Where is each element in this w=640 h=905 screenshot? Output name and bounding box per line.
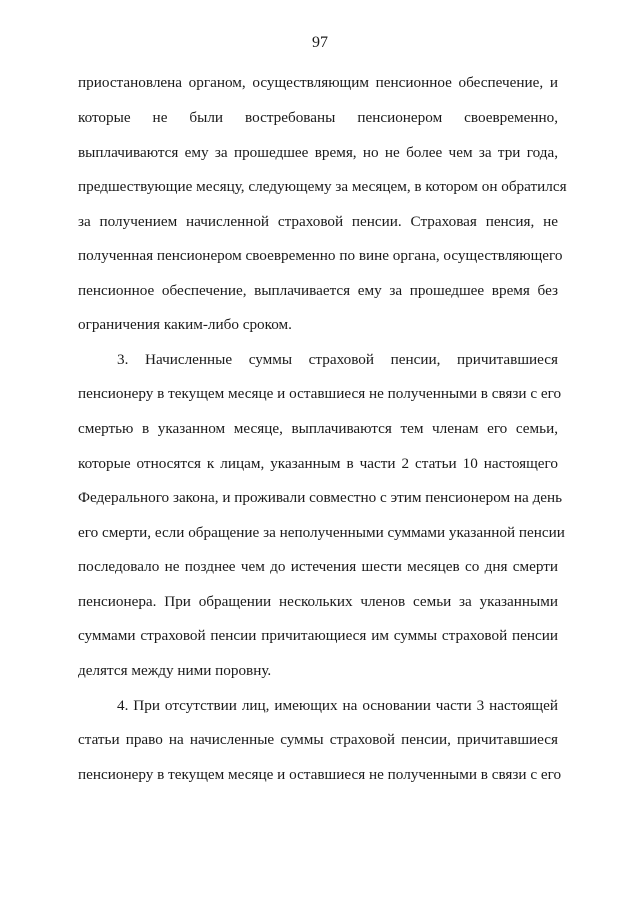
text-line: ограничения каким-либо сроком.: [78, 316, 292, 333]
text-line: пенсионеру в текущем месяце и оставшиеся не полученными в связи с его: [78, 766, 562, 783]
text-line: делятся между ними поровну.: [78, 662, 272, 679]
text-line: предшествующие месяцу, следующему за месяцем, в котором он обратился: [78, 178, 567, 195]
text-line: пенсионера. При обращении нескольких членов семьи за указанными: [78, 593, 558, 610]
text-line: пенсионное обеспечение, выплачивается ему за прошедшее время без: [78, 282, 558, 299]
text-line: смертью в указанном месяце, выплачиваются тем членам его семьи,: [78, 420, 558, 437]
paragraph-4-first-line: 4. При отсутствии лиц, имеющих на основании части 3 настоящей: [117, 697, 558, 714]
text-line: статьи право на начисленные суммы страховой пенсии, причитавшиеся: [78, 731, 558, 748]
text-line: пенсионеру в текущем месяце и оставшиеся не полученными в связи с его: [78, 385, 562, 402]
text-line: которые не были востребованы пенсионером своевременно,: [78, 109, 558, 126]
text-line: его смерти, если обращение за неполученными суммами указанной пенсии: [78, 524, 565, 541]
paragraph-3-first-line: 3. Начисленные суммы страховой пенсии, причитавшиеся: [117, 351, 558, 368]
text-line: последовало не позднее чем до истечения шести месяцев со дня смерти: [78, 558, 558, 575]
text-line: приостановлена органом, осуществляющим пенсионное обеспечение, и: [78, 74, 558, 91]
page-number: 97: [312, 34, 328, 51]
text-line: суммами страховой пенсии причитающиеся им суммы страховой пенсии: [78, 627, 558, 644]
text-line: Федерального закона, и проживали совместно с этим пенсионером на день: [78, 489, 563, 506]
text-line: полученная пенсионером своевременно по вине органа, осуществляющего: [78, 247, 563, 264]
text-line: за получением начисленной страховой пенсии. Страховая пенсия, не: [78, 213, 558, 230]
text-line: выплачиваются ему за прошедшее время, но не более чем за три года,: [78, 144, 558, 161]
text-line: которые относятся к лицам, указанным в части 2 статьи 10 настоящего: [78, 455, 558, 472]
